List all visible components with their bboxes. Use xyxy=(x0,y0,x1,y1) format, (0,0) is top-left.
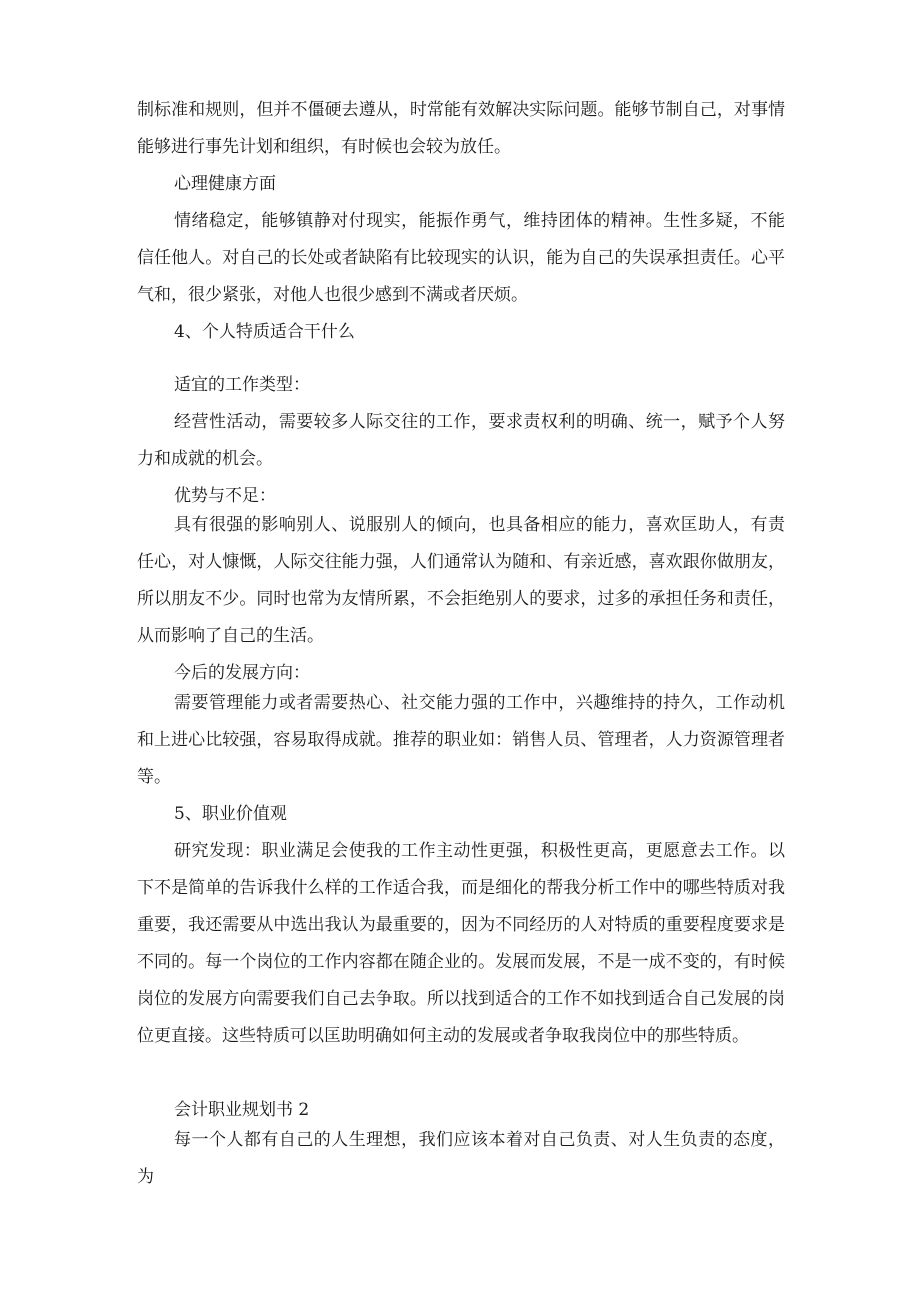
paragraph-suitable-work: 经营性活动，需要较多人际交往的工作，要求责权利的明确、统一，赋予个人努力和成就的机会。 xyxy=(137,412,785,469)
heading-future-direction: 今后的发展方向： xyxy=(174,663,310,683)
paragraph-career-values: 研究发现：职业满足会使我的工作主动性更强，积极性更高，更愿意去工作。以下不是简单的告诉我什么样的工作适合我，而是细化的帮我分析工作中的哪些特质对我重要，我还需要从中选出我认为最重要的，因为不同经历的人对特质的重要程度要求是不同的。每一个岗位的工作内容都在随企业的。发展而发展，不是一成不变的，有时候岗位的发展方向需要我们自己去争取。所以找到适合的工作不如找到适合自己发展的岗位更直接。这些特质可以匡助明确如何主动的发展或者争取我岗位中的那些特质。 xyxy=(137,841,785,1046)
heading-mental-health: 心理健康方面 xyxy=(174,174,276,194)
heading-accounting-plan-2: 会计职业规划书 2 xyxy=(174,1100,310,1120)
heading-section-5: 5、职业价值观 xyxy=(174,804,287,824)
paragraph-continued-rules: 制标准和规则，但并不僵硬去遵从，时常能有效解决实际问题。能够节制自己，对事情能够进行事先计划和组织，有时候也会较为放任。 xyxy=(137,100,785,157)
paragraph-life-ideal: 每一个人都有自己的人生理想，我们应该本着对自己负责、对人生负责的态度，为 xyxy=(137,1130,785,1187)
paragraph-mental-health: 情绪稳定，能够镇静对付现实，能振作勇气，维持团体的精神。生性多疑，不能信任他人。对自己的长处或者缺陷有比较现实的认识，能为自己的失误承担责任。心平气和，很少紧张，对他人也很少感到不满或者厌烦。 xyxy=(137,211,785,305)
heading-section-4: 4、个人特质适合干什么 xyxy=(174,322,355,342)
paragraph-future-direction: 需要管理能力或者需要热心、社交能力强的工作中，兴趣维持的持久，工作动机和上进心比较强，容易取得成就。推荐的职业如：销售人员、管理者，人力资源管理者等。 xyxy=(137,693,785,787)
heading-suitable-work: 适宜的工作类型： xyxy=(174,375,310,395)
heading-strengths-weaknesses: 优势与不足： xyxy=(174,486,276,506)
paragraph-strengths-weaknesses: 具有很强的影响别人、说服别人的倾向，也具备相应的能力，喜欢匡助人，有责任心，对人慷慨，人际交往能力强，人们通常认为随和、有亲近感，喜欢跟你做朋友，所以朋友不少。同时也常为友情所累，不会拒绝别人的要求，过多的承担任务和责任，从而影响了自己的生活。 xyxy=(137,515,785,646)
